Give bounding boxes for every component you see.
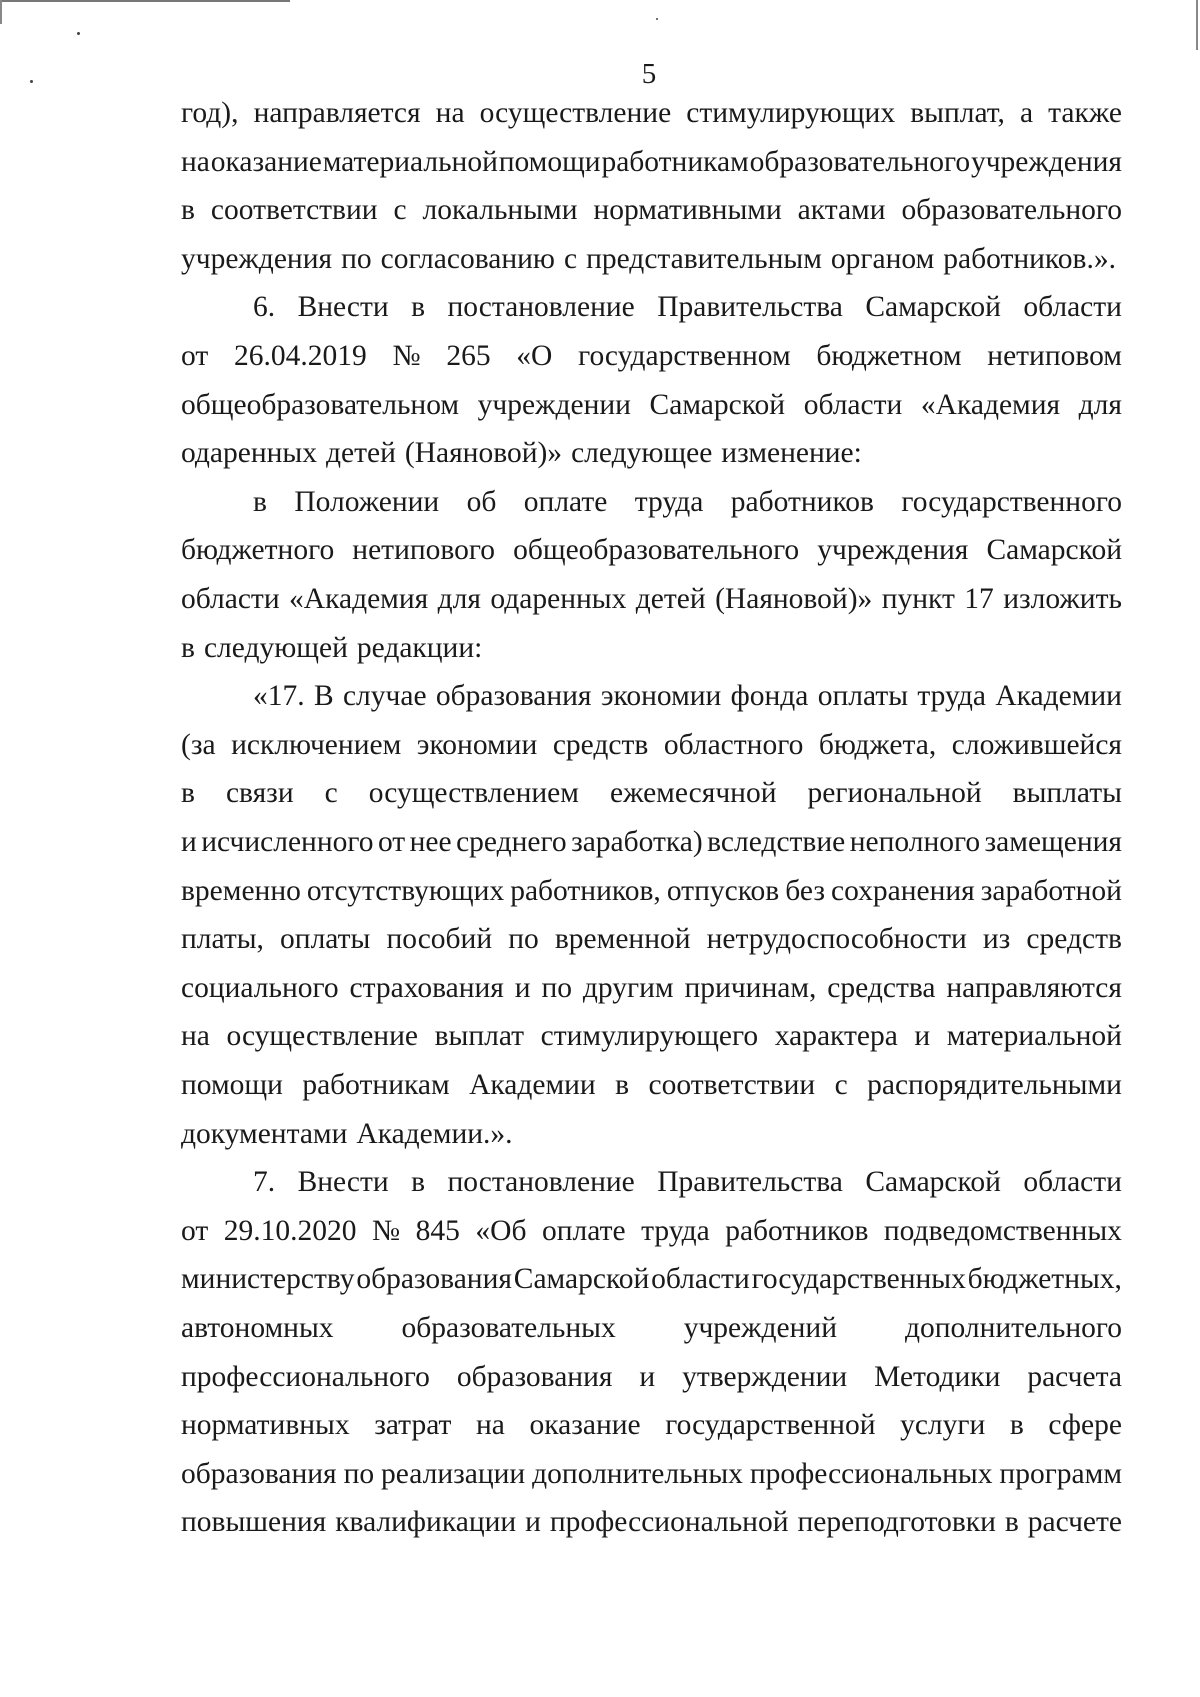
word: 7. (253, 1166, 276, 1199)
word: пункт (881, 583, 955, 615)
text-line (181, 624, 1122, 672)
word: нетиповом (987, 340, 1122, 372)
word: и (525, 1506, 541, 1539)
word: Академии (469, 1069, 596, 1101)
text-line (181, 332, 1122, 380)
word: от (181, 340, 209, 372)
word: оплаты (280, 923, 371, 956)
word: соответствии (210, 194, 378, 227)
text-line (181, 1450, 1122, 1498)
word: выплат (434, 1020, 525, 1053)
word: бюджета, (818, 728, 937, 761)
word: выплат, (910, 97, 1005, 129)
word: в (181, 631, 195, 664)
word: повышения (181, 1506, 327, 1539)
word: (Наяновой)» (715, 583, 873, 615)
word: с (393, 194, 407, 227)
word: детей (635, 583, 706, 615)
word: временной (554, 923, 691, 956)
word: об (466, 485, 497, 518)
word: материальной (322, 145, 498, 178)
word: Академии.». (356, 1117, 513, 1150)
word: средства (827, 971, 936, 1004)
word: «Академия (920, 388, 1061, 421)
word: осуществление (226, 1020, 418, 1053)
word: страхования (349, 971, 504, 1004)
text-line (181, 1255, 1122, 1303)
word: дополнительных (532, 1457, 743, 1490)
word: Внести (297, 1166, 389, 1199)
word: в (181, 194, 195, 227)
word: экономии (600, 680, 722, 713)
text-line (181, 575, 1122, 623)
word: платы, (181, 923, 264, 956)
word: также (1048, 97, 1122, 129)
word: Самарской (986, 534, 1122, 567)
word: Внести (297, 291, 389, 324)
word: из (982, 923, 1011, 956)
word: (Наяновой)» (404, 437, 563, 470)
word: «Академия (289, 583, 429, 615)
word: затрат (374, 1409, 452, 1442)
word: локальными (422, 194, 578, 227)
word: учреждении (477, 388, 631, 421)
word: учреждения (817, 534, 969, 567)
word: оказание (529, 1409, 641, 1442)
word: экономии (416, 728, 538, 761)
word: работникам (302, 1069, 450, 1101)
word: представительным (586, 242, 822, 275)
word: выплаты (1012, 777, 1122, 810)
text-line (181, 867, 1122, 915)
word: сфере (1048, 1409, 1122, 1442)
word: соответствии (648, 1069, 816, 1101)
word: утверждении (682, 1360, 848, 1393)
word: государственных (751, 1263, 966, 1296)
word: средств (1026, 923, 1122, 956)
text-line (181, 1498, 1122, 1546)
word: средств (552, 728, 649, 761)
word: оплате (523, 485, 608, 518)
word: редакции: (356, 631, 483, 664)
word: помощи (498, 145, 601, 178)
word: на (181, 1020, 210, 1053)
word: ежемесячной (609, 777, 777, 810)
word: Правительства (657, 1166, 843, 1199)
word: нормативных (181, 1409, 350, 1442)
word: области (651, 1263, 750, 1296)
word: сохранения (831, 874, 975, 907)
word: среднего (456, 826, 567, 858)
word: случае (342, 680, 427, 713)
word: государственной (665, 1409, 876, 1442)
scan-edge-right (1196, 0, 1198, 50)
word: в (1004, 1506, 1019, 1539)
word: постановление (447, 291, 635, 324)
word: работникам (601, 145, 749, 178)
word: пособий (386, 923, 493, 956)
word: постановление (447, 1166, 635, 1199)
word: работников (725, 1214, 869, 1247)
text-line (181, 1012, 1122, 1060)
word: государственном (578, 340, 791, 372)
word: области (1023, 1166, 1122, 1199)
word: фонда (730, 680, 809, 713)
word: исключением (231, 728, 402, 761)
word: областного (663, 728, 804, 761)
word: следующей (203, 631, 348, 664)
text-line (181, 1207, 1122, 1255)
scan-speck (656, 18, 658, 20)
word: неполного (849, 826, 981, 858)
word: работников (730, 485, 874, 518)
word: переподготовки (797, 1506, 996, 1539)
word: осуществлением (368, 777, 579, 810)
word: Академии (995, 680, 1122, 713)
word: бюджетном (816, 340, 962, 372)
word: в (181, 777, 195, 810)
word: социального (181, 971, 339, 1004)
word: работников, (510, 874, 661, 907)
text-line (181, 381, 1122, 429)
text-line (181, 1401, 1122, 1449)
word: согласованию (380, 242, 555, 275)
word: детей (326, 437, 396, 470)
word: нормативными (593, 194, 782, 227)
text-line (181, 1304, 1122, 1352)
word: актами (797, 194, 886, 227)
word: учреждения (970, 145, 1122, 178)
word: вследствие (707, 826, 846, 858)
word: Положении (294, 485, 440, 518)
word: 265 (446, 340, 491, 372)
word: в (411, 1166, 426, 1199)
word: сложившейся (951, 728, 1122, 761)
word: временно (181, 874, 301, 907)
word: автономных (181, 1312, 334, 1344)
word: «Об (475, 1214, 527, 1247)
word: образования (435, 680, 592, 713)
word: изменение: (721, 437, 862, 470)
word: помощи (181, 1069, 283, 1101)
word: на (181, 145, 210, 178)
scan-speck (30, 80, 33, 83)
word: в (615, 1069, 630, 1101)
word: распорядительными (867, 1069, 1122, 1101)
text-line (181, 818, 1122, 866)
word: а (1019, 97, 1034, 129)
word: органом (830, 242, 935, 275)
word: по (343, 1457, 375, 1490)
word: для (1078, 388, 1122, 421)
text-line (181, 915, 1122, 963)
word: бюджетных, (967, 1263, 1122, 1296)
word: образования (181, 1457, 337, 1490)
text-line (181, 721, 1122, 769)
word: «О (516, 340, 553, 372)
word: замещения (984, 826, 1122, 858)
text-line (253, 283, 1122, 331)
word: Методики (874, 1360, 1001, 1393)
word: и (181, 826, 197, 858)
word: области (181, 583, 280, 615)
scan-speck (77, 32, 80, 35)
word: подведомственных (883, 1214, 1122, 1247)
word: образования (456, 1360, 613, 1393)
word: в (1009, 1409, 1024, 1442)
word: профессионального (181, 1360, 430, 1393)
word: Самарской (513, 1263, 650, 1296)
word: направляется (253, 97, 421, 129)
word: Самарской (865, 1166, 1001, 1199)
word: осуществление (479, 97, 672, 129)
word: год), (181, 97, 239, 129)
word: 6. (253, 291, 276, 324)
word: на (476, 1409, 505, 1442)
word: заработной (980, 874, 1122, 907)
word: министерству (181, 1263, 355, 1296)
text-line (181, 429, 1122, 477)
word: от (377, 826, 406, 858)
word: 26.04.2019 (233, 340, 367, 372)
word: учреждения (181, 242, 333, 275)
word: труда (641, 1214, 710, 1247)
scan-edge-top (0, 0, 290, 2)
word: квалификации (335, 1506, 517, 1539)
word: Самарской (649, 388, 786, 421)
word: с (834, 1069, 848, 1101)
word: для (437, 583, 481, 615)
word: области (1023, 291, 1122, 324)
word: отсутствующих (306, 874, 505, 907)
word: от (181, 1214, 209, 1247)
word: региональной (807, 777, 982, 810)
word: реализации (381, 1457, 526, 1490)
word: области (803, 388, 903, 421)
text-line (181, 186, 1122, 234)
word: одаренных (490, 583, 627, 615)
word: 845 (415, 1214, 460, 1247)
word: образовательного (901, 194, 1122, 227)
word: характера (774, 1020, 898, 1053)
word: профессиональных (749, 1457, 993, 1490)
word: в (253, 485, 267, 518)
text-line (253, 672, 1122, 720)
word: другим (582, 971, 674, 1004)
word: Правительства (657, 291, 843, 324)
word: оплаты (817, 680, 909, 713)
word: дополнительного (904, 1312, 1122, 1344)
word: услуги (900, 1409, 986, 1442)
word: связи (225, 777, 294, 810)
word: с (324, 777, 338, 810)
word: В (313, 680, 334, 713)
text-line (181, 89, 1122, 137)
word: направляются (946, 971, 1122, 1004)
word: причинам, (684, 971, 817, 1004)
word: следующее (571, 437, 713, 470)
word: Самарской (865, 291, 1001, 324)
word: по (341, 242, 372, 275)
word: по (541, 971, 573, 1004)
word: работников.». (943, 242, 1116, 275)
word: 29.10.2020 (223, 1214, 357, 1247)
word: и (514, 971, 531, 1004)
word: изложить (1003, 583, 1122, 615)
scan-edge-left (0, 0, 2, 24)
word: расчете (1027, 1506, 1122, 1539)
word: 17 (964, 583, 994, 615)
text-line (181, 526, 1122, 574)
word: оплате (542, 1214, 626, 1247)
word: без (785, 874, 825, 907)
word: программ (999, 1457, 1122, 1490)
word: № (372, 1214, 401, 1247)
word: № (392, 340, 421, 372)
text-line (181, 964, 1122, 1012)
word: учреждений (683, 1312, 837, 1344)
word: нетипового (352, 534, 495, 567)
word: заработка) (571, 826, 703, 858)
word: труда (917, 680, 986, 713)
word: документами (181, 1117, 348, 1150)
word: государственного (901, 485, 1122, 518)
word: нее (409, 826, 452, 858)
text-line (181, 1353, 1122, 1401)
word: труда (634, 485, 704, 518)
word: общеобразовательного (513, 534, 800, 567)
word: и (914, 1020, 931, 1053)
text-line (181, 138, 1122, 186)
word: и (639, 1360, 656, 1393)
page-number: 5 (641, 58, 657, 90)
word: образования (356, 1263, 512, 1296)
word: с (563, 242, 578, 275)
text-line (181, 235, 1122, 283)
word: оказание (210, 145, 322, 178)
word: стимулирующего (540, 1020, 759, 1053)
word: по (508, 923, 539, 956)
text-line (181, 769, 1122, 817)
text-line (253, 1158, 1122, 1206)
word: в (411, 291, 426, 324)
word: на (435, 97, 465, 129)
word: «17. (253, 680, 305, 713)
word: стимулирующих (686, 97, 896, 129)
word: образовательных (401, 1312, 616, 1344)
word: отпусков (666, 874, 780, 907)
word: исчисленного (201, 826, 374, 858)
text-line (181, 1061, 1122, 1109)
word: одаренных (181, 437, 317, 470)
word: образовательного (749, 145, 971, 178)
word: бюджетного (181, 534, 335, 567)
word: (за (181, 728, 216, 761)
word: общеобразовательном (181, 388, 460, 421)
word: материальной (946, 1020, 1122, 1053)
word: профессиональной (549, 1506, 789, 1539)
word: расчета (1027, 1360, 1122, 1393)
text-line (253, 478, 1122, 526)
word: нетрудоспособности (706, 923, 967, 956)
text-line (181, 1110, 1122, 1158)
